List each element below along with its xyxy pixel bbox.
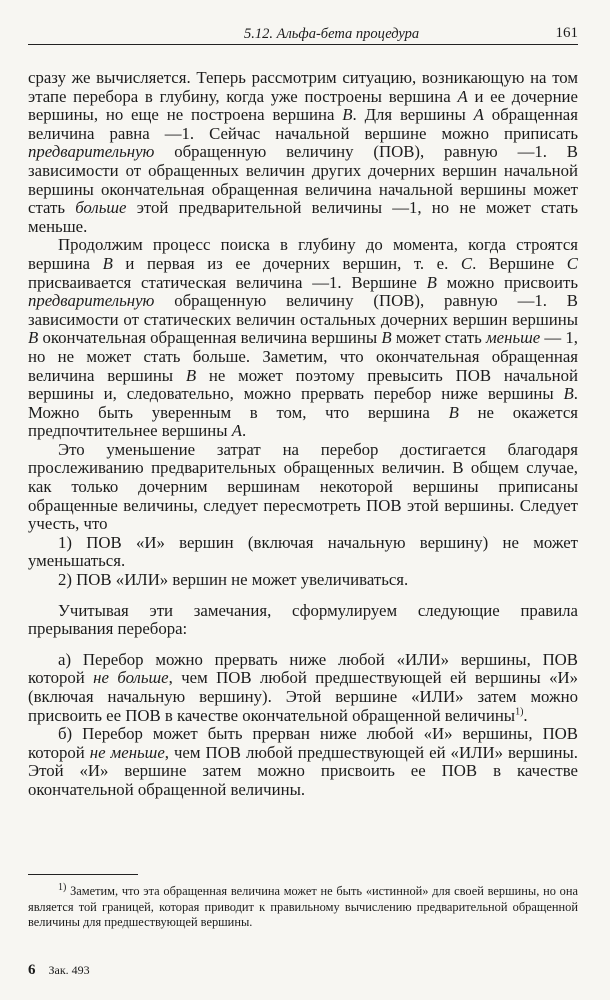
body-text [28, 69, 578, 800]
sheet-number: 6 [28, 962, 36, 978]
list-item-2: 2) ПОВ «ИЛИ» вершин не может увеличиваться. [58, 570, 409, 590]
paragraph-4: Учитывая эти замечания, сформулируем следующие правила прерывания перебора: [28, 600, 578, 639]
printer-signature [28, 962, 90, 979]
rule-a: а) Перебор можно прервать ниже любой «ИЛИ» вершины, ПОВ которой не больше, чем ПОВ любой предшествующей ей вершины «И» (включая начальную вершину). Этой вершине «ИЛИ» затем можно присвоить ее ПОВ в качестве окончательной обращенной величины$^{1)}$. [28, 649, 578, 725]
running-header [28, 22, 578, 45]
list-item-1: 1) ПОВ «И» вершин (включая начальную вершину) не может уменьшаться. [28, 532, 578, 571]
order-number: Зак. 493 [48, 963, 90, 977]
footnote: $^{1)}$ Заметим, что эта обращенная величина может не быть «истинной» для своей вершины, но она является той границей, которая приводит к правильному вычислению предварительной обращенной величины для предшествующей вершины. [28, 881, 578, 929]
rule-b: б) Перебор может быть прерван ниже любой «И» вершины, ПОВ которой не меньше, чем ПОВ любой предшествующей ей «ИЛИ» вершины. Этой «И» вершине затем можно присвоить ее ПОВ в качестве окончательной обращенной величины. [28, 724, 578, 799]
paragraph-2: Продолжим процесс поиска в глубину до момента, когда строятся вершина B и первая из ее дочерних вершин, т. е. C. Вершине C присваивается статическая величина —1. Вершине B можно присвоить предварительную обращенную величину (ПОВ), равную —1. В зависимости от статических величин остальных дочерних вершин вершины B окончательная обращенная величина вершины B может стать меньше — 1, но не может стать больше. Заметим, что окончательная обращенная величина вершины B не может поэтому превысить ПОВ начальной вершины и, следовательно, можно прервать перебор ниже вершины B. Можно быть уверенным в том, что вершина B не окажется предпочтительнее вершины A. [28, 235, 578, 441]
page-number: 161 [555, 25, 578, 41]
footnote-ref: 1) [515, 706, 524, 717]
running-title: 5.12. Альфа-бета процедура [244, 26, 420, 42]
footnote-marker: 1) [58, 881, 67, 893]
paragraph-3: Это уменьшение затрат на перебор достигается благодаря прослеживанию предварительных обращенных величин. В общем случае, как только дочерним вершинам некоторой вершины приписаны обращенные величины, следует пересмотреть ПОВ этой вершины. Следует учесть, что [28, 439, 578, 534]
paragraph-1: сразу же вычисляется. Теперь рассмотрим ситуацию, возникающую на том этапе перебора в глубину, когда уже построены вершина A и ее дочерние вершины, но еще не построена вершина B. Для вершины A обращенная величина равна —1. Сейчас начальной вершине можно приписать предварительную обращенную величину (ПОВ), равную —1. В зависимости от обращенных величин других дочерних вершин начальной вершины окончательная обращенная величина начальной вершины может стать больше этой предварительной величины —1, но не может стать меньше. [28, 68, 578, 236]
footnote-divider [28, 874, 138, 875]
